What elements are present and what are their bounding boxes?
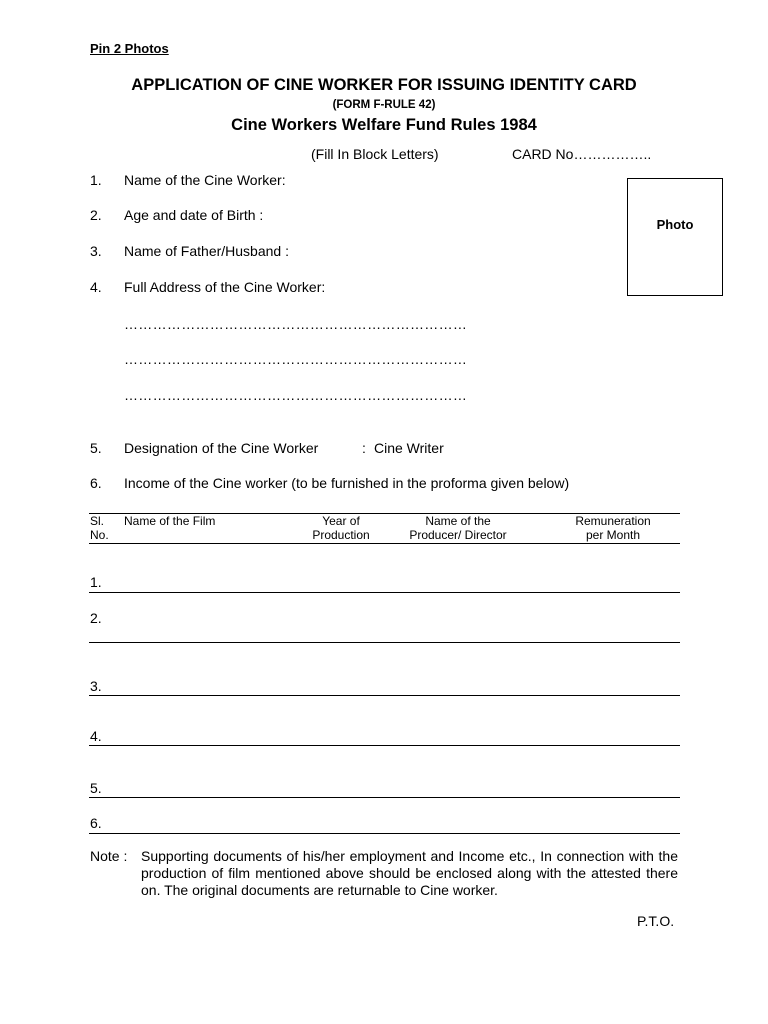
designation-value[interactable]: Cine Writer <box>374 440 444 456</box>
pto-label: P.T.O. <box>637 913 675 929</box>
form-title: APPLICATION OF CINE WORKER FOR ISSUING IDENTITY CARD <box>131 76 637 94</box>
row-rule <box>89 592 680 593</box>
designation-separator: : <box>362 440 366 456</box>
note-label: Note : <box>90 848 128 864</box>
table-row[interactable]: 3. <box>90 678 102 694</box>
field-number: 3. <box>90 243 102 259</box>
table-row[interactable]: 6. <box>90 815 102 831</box>
address-line-2[interactable]: ……………………………………………………………… <box>124 351 468 367</box>
field-number: 2. <box>90 207 102 223</box>
full-address-field: Full Address of the Cine Worker: <box>124 279 326 295</box>
field-number: 1. <box>90 172 102 188</box>
fill-instruction: (Fill In Block Letters) <box>311 146 439 162</box>
age-dob-field[interactable]: Age and date of Birth : <box>124 207 264 223</box>
pin-photos-note: Pin 2 Photos <box>90 41 169 56</box>
field-number: 5. <box>90 440 102 456</box>
field-number: 6. <box>90 475 102 491</box>
income-label: Income of the Cine worker (to be furnished in the proforma given below) <box>124 475 570 491</box>
table-row[interactable]: 1. <box>90 574 102 590</box>
note-text: Supporting documents of his/her employment and Income etc., In connection with the production of film mentioned above should be enclosed along with the attested there on. The original documents are returnable to Cine worker. <box>141 848 678 898</box>
field-number: 4. <box>90 279 102 295</box>
table-row[interactable]: 5. <box>90 780 102 796</box>
form-subtitle: Cine Workers Welfare Fund Rules 1984 <box>231 116 537 134</box>
form-rule: (FORM F-RULE 42) <box>332 99 436 111</box>
address-line-1[interactable]: ……………………………………………………………… <box>124 316 468 332</box>
row-rule <box>89 745 680 746</box>
col-header-year: Year of Production <box>312 514 370 542</box>
row-rule <box>89 695 680 696</box>
name-of-cine-worker-field[interactable]: Name of the Cine Worker: <box>124 172 286 188</box>
col-header-remuneration: Remuneration per Month <box>575 514 651 542</box>
col-header-sl-no: Sl. No. <box>90 514 109 542</box>
table-row[interactable]: 4. <box>90 728 102 744</box>
address-line-3[interactable]: ……………………………………………………………… <box>124 387 468 403</box>
row-rule <box>89 833 680 834</box>
photo-box[interactable] <box>627 178 723 296</box>
col-header-producer: Name of the Producer/ Director <box>409 514 507 542</box>
photo-label: Photo <box>656 217 694 232</box>
col-header-film-name: Name of the Film <box>124 514 216 528</box>
table-header-rule <box>89 543 680 544</box>
designation-label: Designation of the Cine Worker <box>124 440 319 456</box>
father-husband-name-field[interactable]: Name of Father/Husband : <box>124 243 289 259</box>
row-rule <box>89 797 680 798</box>
card-number-field[interactable]: CARD No…………….. <box>512 146 652 162</box>
row-rule <box>89 642 680 643</box>
table-row[interactable]: 2. <box>90 610 102 626</box>
